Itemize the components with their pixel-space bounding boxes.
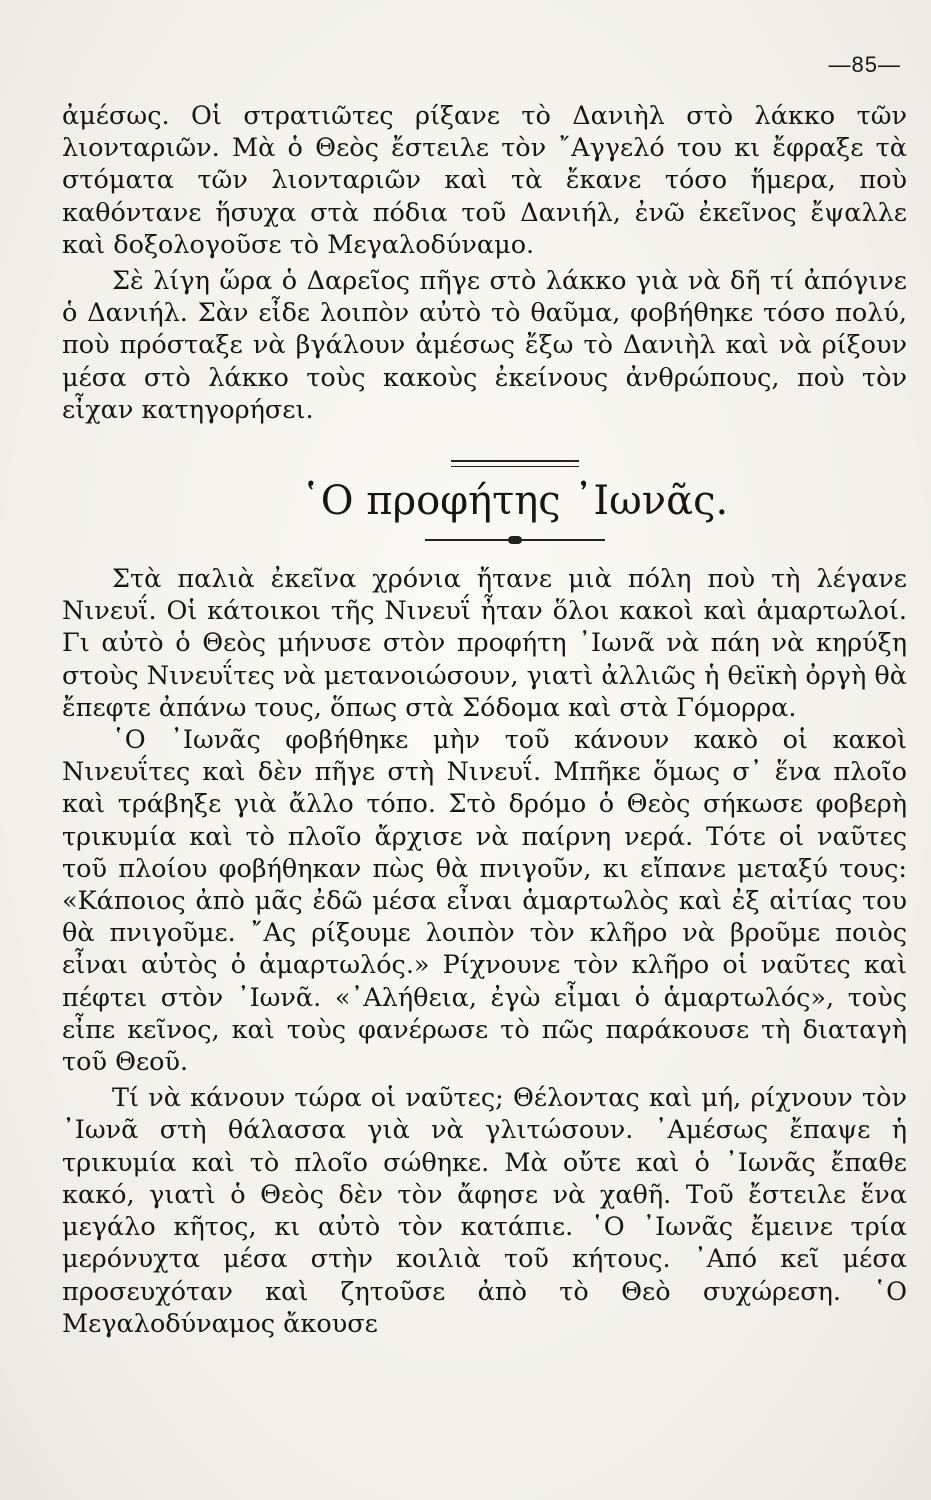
paragraph-nineveh: Στὰ παλιὰ ἐκεῖνα χρόνια ἤτανε μιὰ πόλη ποὺ τὴ λέγανε Νινευΐ. Οἱ κάτοικοι τῆς Νινευΐ ἦταν ὅλοι κακοὶ καὶ ἁμαρτωλοί. Γι αὐτὸ ὁ Θεὸς μήνυσε στὸν προφήτη ᾿Ιωνᾶ νὰ πάη νὰ κηρύξη στοὺς Νινευΐτες νὰ μετανοιώσουν, γιατὶ ἀλλιῶς ἡ θεϊκὴ ὀργὴ θὰ ἔπεφτε ἀπάνω τους, ὅπως στὰ Σόδομα καὶ στὰ Γόμορρα. <box>62 564 907 723</box>
page-content <box>62 100 907 1340</box>
paragraph-jonah-whale: Τί νὰ κάνουν τώρα οἱ ναῦτες; Θέλοντας καὶ μή, ρίχνουν τὸν ᾿Ιωνᾶ στὴ θάλασσα γιὰ νὰ γλιτώσουν. ᾿Αμέσως ἔπαψε ἡ τρικυμία καὶ τὸ πλοῖο σώθηκε. Μὰ οὔτε καὶ ὁ ᾿Ιωνᾶς ἔπαθε κακό, γιατὶ ὁ Θεὸς δὲν τὸν ἄφησε νὰ χαθῆ. Τοῦ ἔστειλε ἕνα μεγάλο κῆτος, κι αὐτὸ τὸν κατάπιε. ῾Ο ᾿Ιωνᾶς ἔμεινε τρία μερόνυχτα μέσα στὴν κοιλιὰ τοῦ κήτους. ᾿Από κεῖ μέσα προσευχόταν καὶ ζητοῦσε ἀπὸ τὸ Θεὸ συχώρεση. ῾Ο Μεγαλοδύναμος ἄκουσε <box>62 1083 907 1339</box>
paragraph-daniel-lions: ἀμέσως. Οἱ στρατιῶτες ρίξανε τὸ Δανιὴλ στὸ λάκκο τῶν λιονταριῶν. Μὰ ὁ Θεὸς ἔστειλε τὸν ῎Αγγελό του κι ἔφραξε τὰ στόματα τῶν λιονταριῶν καὶ τὰ ἔκανε τόσο ἥμερα, ποὺ καθόντανε ἥσυχα στὰ πόδια τοῦ Δανιήλ, ἐνῶ ἐκεῖνος ἔψαλλε καὶ δοξολογοῦσε τὸ Μεγαλοδύναμο. <box>62 101 907 260</box>
page-number: —85— <box>828 52 901 77</box>
paragraph-jonah-ship: ῾Ο ᾿Ιωνᾶς φοβήθηκε μὴν τοῦ κάνουν κακὸ οἱ κακοὶ Νινευΐτες καὶ δὲν πῆγε στὴ Νινευΐ. Μπῆκε ὅμως σ᾿ ἕνα πλοῖο καὶ τράβηξε γιὰ ἄλλο τόπο. Στὸ δρόμο ὁ Θεὸς σήκωσε φοβερὴ τρικυμία καὶ τὸ πλοῖο ἄρχισε νὰ παίρνη νερά. Τότε οἱ ναῦτες τοῦ πλοίου φοβήθηκαν πὼς θὰ πνιγοῦν, κι εἴπανε μεταξύ τους: «Κάποιος ἀπὸ μᾶς ἐδῶ μέσα εἶναι ἁμαρτωλὸς καὶ ἐξ αἰτίας του θὰ πνιγοῦμε. ῎Ας ρίξουμε λοιπὸν τὸν κλῆρο νὰ βροῦμε ποιὸς εἶναι αὐτὸς ὁ ἁμαρτωλός.» Ρίχνουνε τὸν κλῆρο οἱ ναῦτες καὶ πέφτει στὸν ᾿Ιωνᾶ. «᾿Αλήθεια, ἐγὼ εἶμαι ὁ ἁμαρτωλός», τοὺς εἶπε κεῖνος, καὶ τοὺς φανέρωσε τὸ πῶς παράκουσε τὴ διαταγὴ τοῦ Θεοῦ. <box>62 725 907 1078</box>
section-heading: ῾Ο προφήτης ᾿Ιωνᾶς. <box>300 478 729 525</box>
paragraph-darius: Σὲ λίγη ὥρα ὁ Δαρεῖος πῆγε στὸ λάκκο γιὰ νὰ δῆ τί ἀπόγινε ὁ Δανιήλ. Σὰν εἶδε λοιπὸν αὐτὸ τὸ θαῦμα, φοβήθηκε τόσο πολύ, ποὺ πρόσταξε νὰ βγάλουν ἀμέσως ἔξω τὸ Δανιὴλ καὶ νὰ ρίξουν μέσα στὸ λάκκο τοὺς κακοὺς ἐκείνους ἀνθρώπους, ποὺ τὸν εἶχαν κατηγορήσει. <box>62 266 907 425</box>
ornament-rule-bottom <box>425 539 605 541</box>
ornament-rule-top <box>451 460 579 467</box>
